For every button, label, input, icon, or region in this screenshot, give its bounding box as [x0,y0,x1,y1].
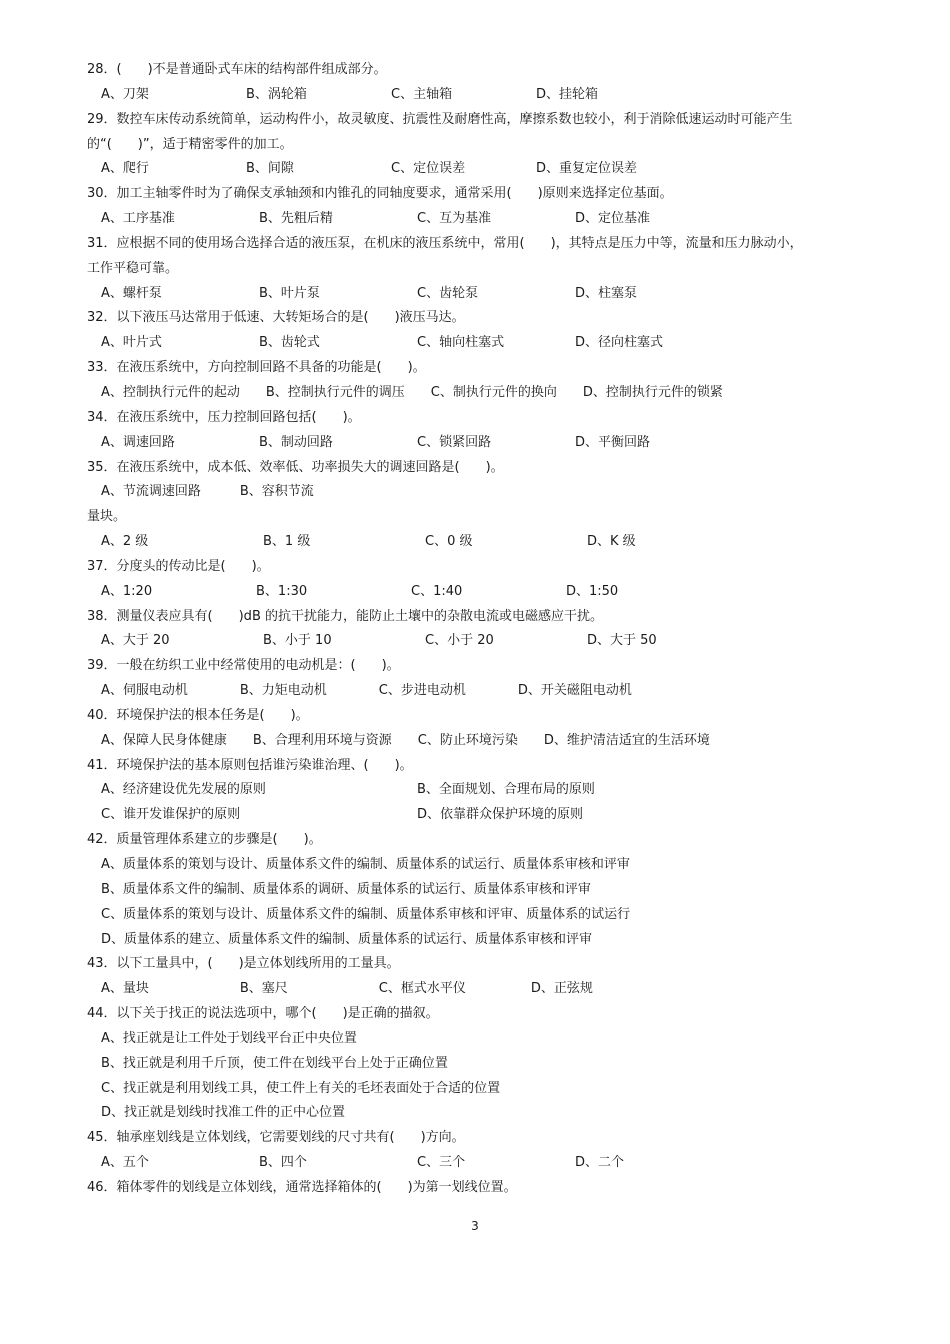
answer-options [87,629,877,654]
answer-options [87,331,877,356]
answer-option: B、1:30 [256,583,308,599]
answer-option: D、大于 50 [587,633,657,649]
answer-options [87,878,877,903]
answer-option: C、0 级 [425,534,473,550]
answer-option: C、1:40 [411,583,463,599]
answer-option: A、刀架 [101,86,149,102]
page-number: 3 [471,1219,479,1233]
question-text: 38．测量仪表应具有( )dB 的抗干扰能力，能防止土壤中的杂散电流或电磁感应干扰。 [87,608,603,624]
question-text: 29．数控车床传动系统简单，运动构件小，故灵敏度、抗震性及耐磨性高，摩擦系数也较小，利于消除低速运动时可能产生 [87,111,793,127]
answer-option: C、谁开发谁保护的原则 [101,807,241,823]
question-text: 42．质量管理体系建立的步骤是( )。 [87,832,322,848]
answer-option: A、大于 20 [101,633,170,649]
question-text: 37．分度头的传动比是( )。 [87,558,270,574]
answer-option: B、质量体系文件的编制、质量体系的调研、质量体系的试运行、质量体系审核和评审 [101,881,591,897]
answer-option: A、五个 [101,1155,149,1171]
answer-option: C、轴向柱塞式 [417,335,505,351]
answer-option: D、二个 [575,1155,625,1171]
answer-option: C、锁紧回路 [417,434,492,450]
answer-options [87,83,877,108]
question-text: 44．以下关于找正的说法选项中，哪个( )是正确的描叙。 [87,1006,439,1022]
answer-option: B、小于 10 [263,633,332,649]
answer-option: D、挂轮箱 [536,86,599,102]
answer-options [87,853,877,878]
answer-option: B、找正就是利用千斤顶，使工件在划线平台上处于正确位置 [101,1055,448,1071]
answer-option: B、1 级 [263,534,311,550]
answer-option: D、依靠群众保护环境的原则 [417,807,584,823]
question-text: 35．在液压系统中，成本低、效率低、功率损失大的调速回路是( )。 [87,459,504,475]
question-text: 34．在液压系统中，压力控制回路包括( )。 [87,409,361,425]
answer-option: B、先粗后精 [259,211,333,227]
answer-option: A、经济建设优先发展的原则 [101,782,266,798]
answer-option: D、定位基准 [575,211,651,227]
answer-option: C、三个 [417,1155,466,1171]
question-text: 工作平稳可靠。 [87,260,179,276]
answer-options [87,157,877,182]
answer-option: A、保障人民身体健康 B、合理利用环境与资源 C、防止环境污染 D、维护清洁适宜的生活环境 [101,732,710,748]
answer-options [87,530,877,555]
answer-option: D、重复定位误差 [536,161,638,177]
answer-option: C、互为基准 [417,211,492,227]
answer-option: B、四个 [259,1155,307,1171]
answer-option: C、主轴箱 [391,86,453,102]
answer-option: B、涡轮箱 [246,86,307,102]
answer-options [87,480,877,505]
answer-option: D、平衡回路 [575,434,651,450]
answer-option: A、调速回路 [101,434,175,450]
answer-option: D、找正就是划线时找准工件的正中心位置 [101,1105,346,1121]
answer-options [87,778,877,803]
answer-option: B、齿轮式 [259,335,320,351]
question-text: 的“( )”，适于精密零件的加工。 [87,136,293,152]
answer-option: A、螺杆泵 [101,285,162,301]
answer-option: A、伺服电动机 B、力矩电动机 C、步进电动机 D、开关磁阻电动机 [101,683,632,699]
answer-option: A、1:20 [101,583,153,599]
question-text: 43．以下工量具中，( )是立体划线所用的工量具。 [87,956,400,972]
answer-option: A、爬行 [101,161,149,177]
answer-option: D、质量体系的建立、质量体系文件的编制、质量体系的试运行、质量体系审核和评审 [101,931,593,947]
answer-option: D、1:50 [566,583,619,599]
answer-option: C、定位误差 [391,161,466,177]
answer-option: C、齿轮泵 [417,285,479,301]
answer-options [87,1052,877,1077]
question-text: 45．轴承座划线是立体划线，它需要划线的尺寸共有( )方向。 [87,1130,465,1146]
answer-options [87,679,877,704]
answer-options [87,903,877,928]
answer-option: B、全面规划、合理布局的原则 [417,782,595,798]
answer-option: C、质量体系的策划与设计、质量体系文件的编制、质量体系审核和评审、质量体系的试运行 [101,906,631,922]
answer-option: A、量块 B、塞尺 C、框式水平仪 D、正弦规 [101,981,593,997]
answer-option: B、间隙 [246,161,294,177]
answer-options [87,282,877,307]
answer-options [87,977,877,1002]
answer-option: D、径向柱塞式 [575,335,664,351]
answer-options [87,207,877,232]
question-text: 31．应根据不同的使用场合选择合适的液压泵，在机床的液压系统中，常用( )，其特点是压力中等，流量和压力脉动小， [87,235,803,251]
answer-option: B、叶片泵 [259,285,320,301]
answer-option: C、小于 20 [425,633,494,649]
answer-options [87,729,877,754]
question-text: 39．一般在纺织工业中经常使用的电动机是：( )。 [87,658,400,674]
answer-options [87,928,877,953]
answer-option: A、找正就是让工件处于划线平台正中央位置 [101,1030,357,1046]
exam-questions [87,58,877,1201]
question-text: 40．环境保护法的根本任务是( )。 [87,707,309,723]
question-text: 32．以下液压马达常用于低速、大转矩场合的是( )液压马达。 [87,310,465,326]
answer-options [87,1077,877,1102]
answer-options [87,1101,877,1126]
question-text: 28．( )不是普通卧式车床的结构部件组成部分。 [87,62,387,77]
answer-options [87,1027,877,1052]
question-text: 41．环境保护法的基本原则包括谁污染谁治理、( )。 [87,757,413,773]
answer-options [87,431,877,456]
answer-option: D、K 级 [587,534,636,550]
answer-option: A、质量体系的策划与设计、质量体系文件的编制、质量体系的试运行、质量体系审核和评审 [101,857,630,872]
answer-option: A、工序基准 [101,211,175,227]
answer-option: B、制动回路 [259,434,333,450]
question-text: 量块。 [87,509,127,525]
question-text: 33．在液压系统中，方向控制回路不具备的功能是( )。 [87,360,426,376]
answer-option: D、柱塞泵 [575,285,638,301]
answer-options [87,580,877,605]
answer-option: A、节流调速回路 B、容积节流 [101,484,314,500]
answer-option: C、找正就是利用划线工具，使工件上有关的毛坯表面处于合适的位置 [101,1080,501,1096]
answer-option: A、2 级 [101,534,149,550]
answer-options [87,803,877,828]
answer-option: A、控制执行元件的起动 B、控制执行元件的调压 C、制执行元件的换向 D、控制执行元件的锁紧 [101,384,723,400]
question-text: 30．加工主轴零件时为了确保支承轴颈和内锥孔的同轴度要求，通常采用( )原则来选择定位基面。 [87,186,673,202]
answer-options [87,381,877,406]
question-text: 46．箱体零件的划线是立体划线，通常选择箱体的( )为第一划线位置。 [87,1179,517,1195]
answer-options [87,1151,877,1176]
answer-option: A、叶片式 [101,335,162,351]
